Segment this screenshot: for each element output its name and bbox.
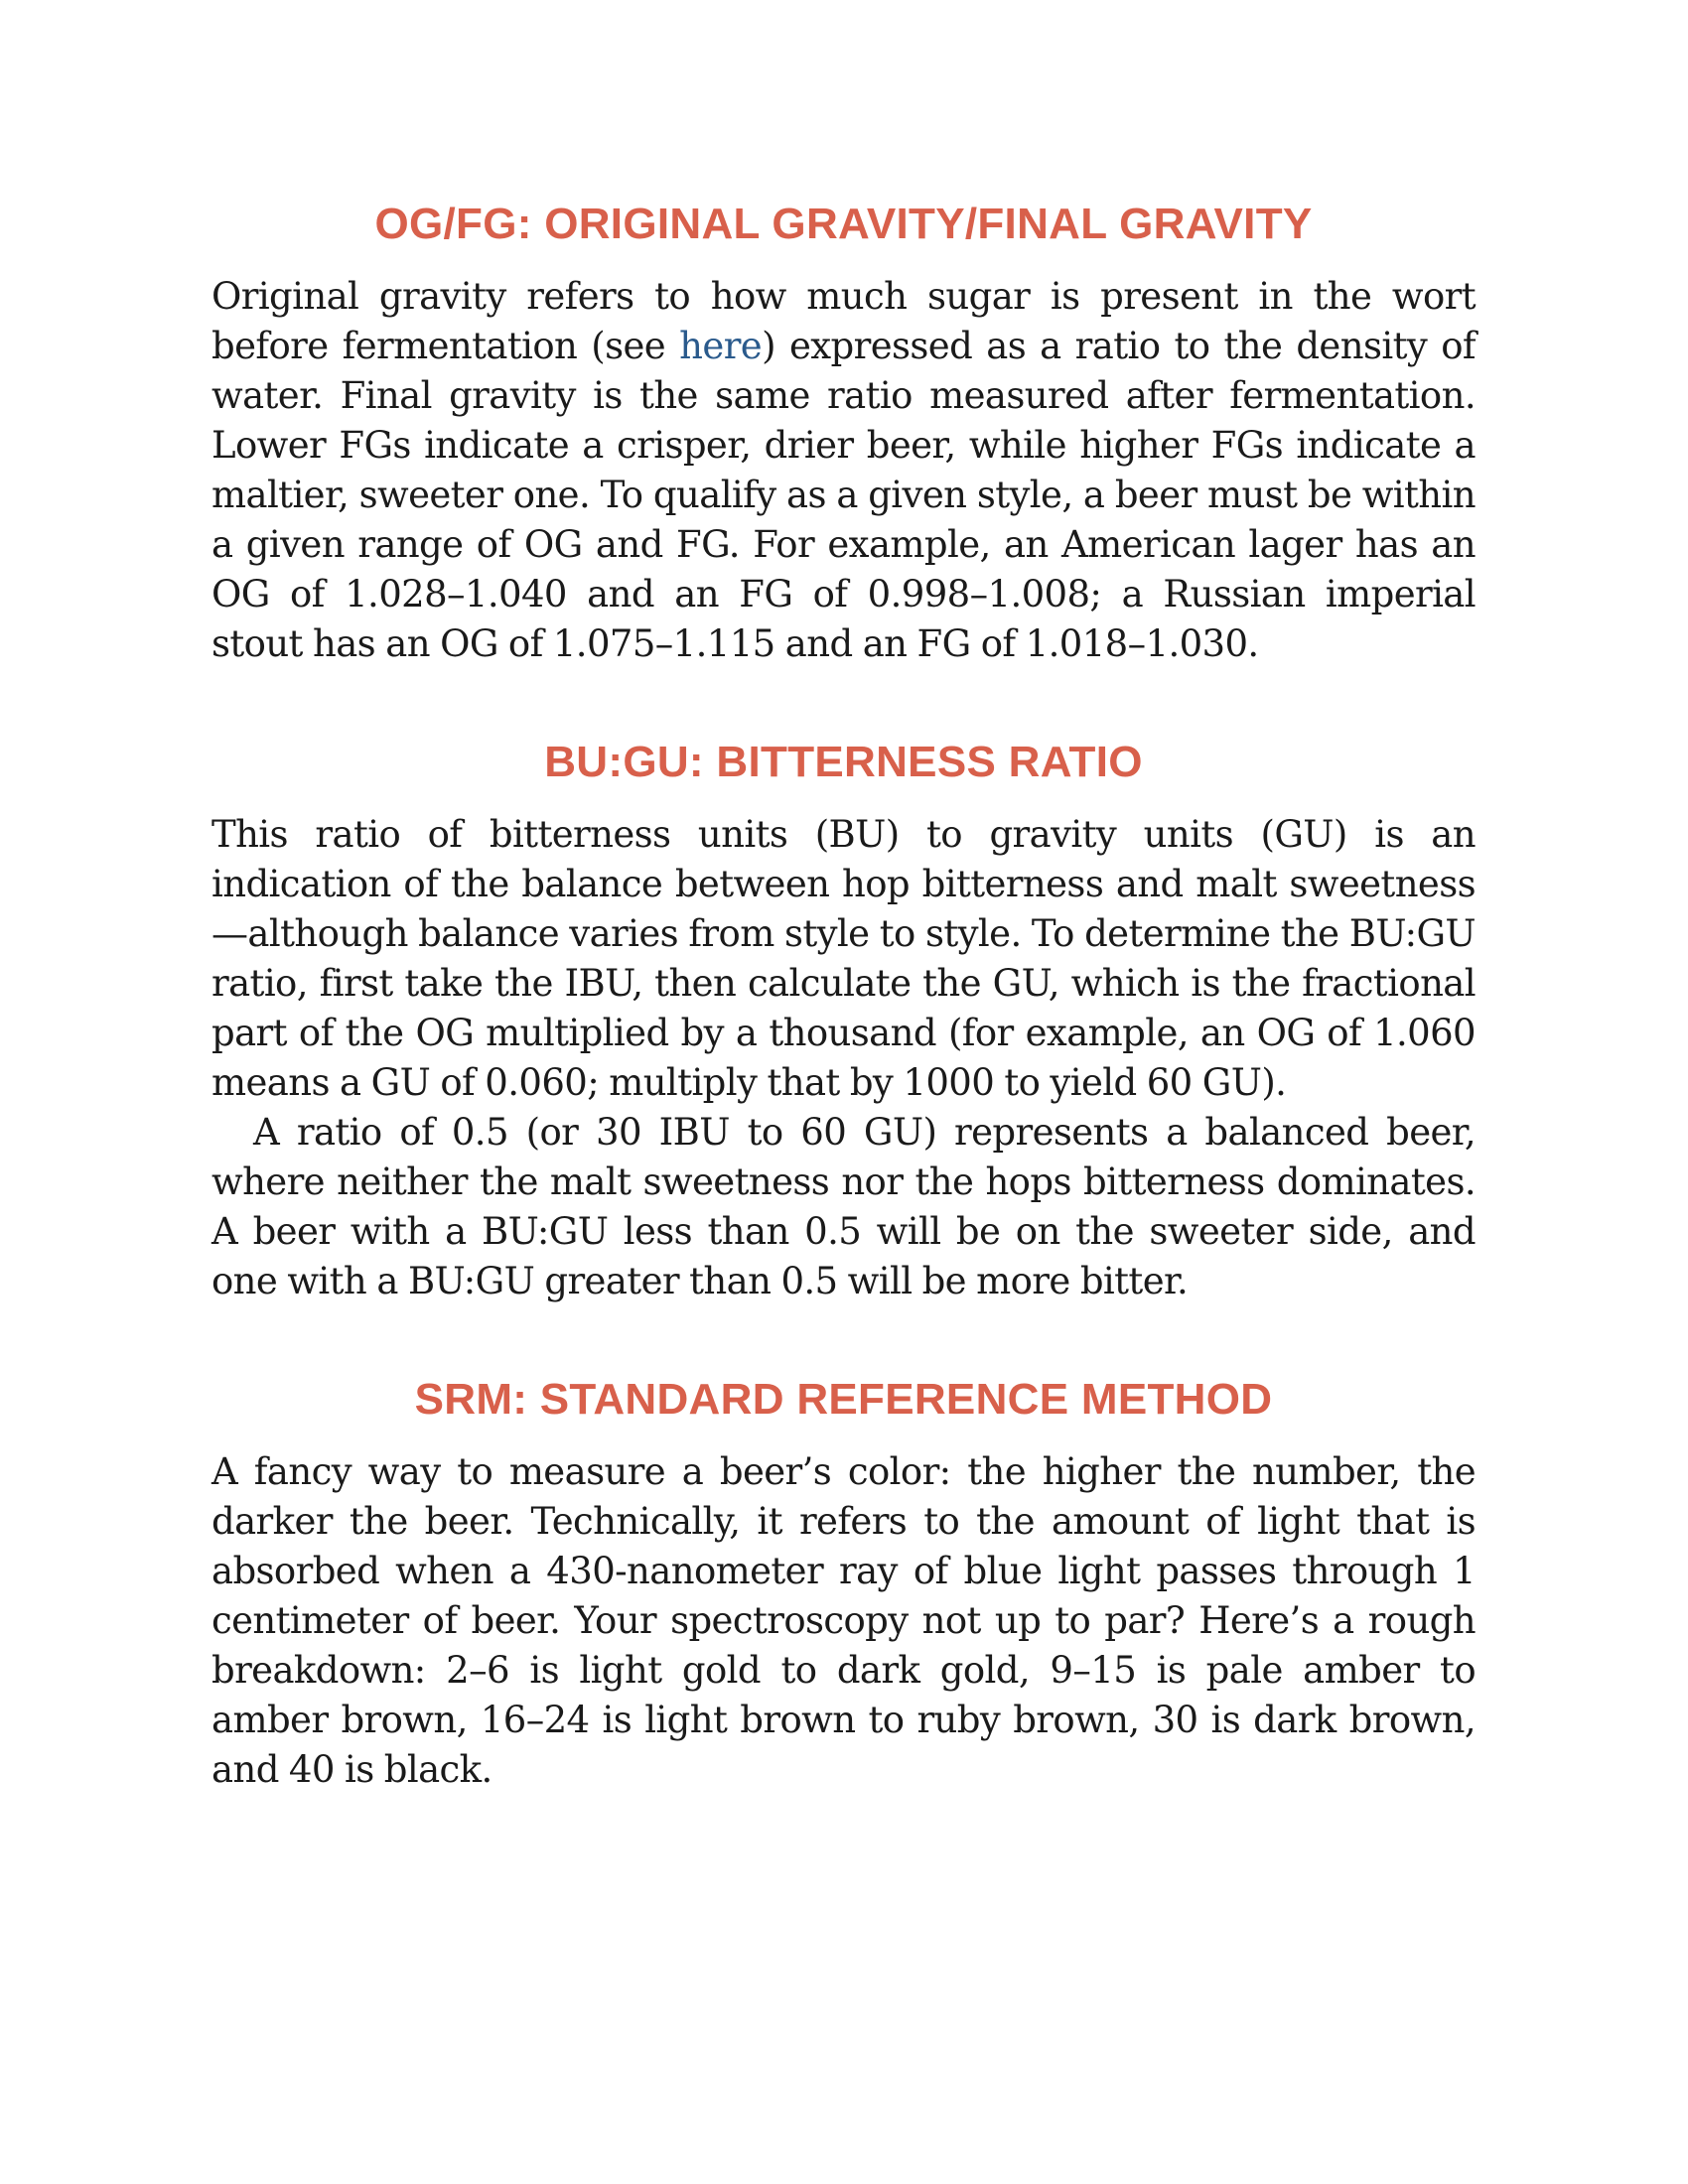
section-heading-srm: SRM: STANDARD REFERENCE METHOD bbox=[414, 1375, 1273, 1424]
page-content bbox=[211, 189, 1476, 1795]
paragraph-srm: A fancy way to measure a beer’s color: the higher the number, the darker the beer. Technically, it refers to the amount of light that is absorbed when a 430-nanometer ray of blue light passes through 1 centimeter of beer. Your spectroscopy not up to par? Here’s a rough breakdown: 2–6 is light gold to dark gold, 9–15 is pale amber to amber brown, 16–24 is light brown to ruby brown, 30 is dark brown, and 40 is black. bbox=[211, 1450, 1476, 1791]
paragraph-og-fg-text-start: Original gravity refers to how much sugar is present in the wort before fermentation (see bbox=[211, 275, 1476, 367]
section-heading-bu-gu: BU:GU: BITTERNESS RATIO bbox=[544, 738, 1143, 786]
section-heading-og-fg: OG/FG: ORIGINAL GRAVITY/FINAL GRAVITY bbox=[374, 200, 1313, 248]
paragraph-bu-gu-definition: This ratio of bitterness units (BU) to gravity units (GU) is an indication of the balance between hop bitterness and malt sweetness —although balance varies from style to style. To determine the BU:GU ratio, first take the IBU, then calculate the GU, which is the fractional part of the OG multiplied by a thousand (for example, an OG of 1.060 means a GU of 0.060; multiply that by 1000 to yield 60 GU). bbox=[211, 813, 1476, 1104]
paragraph-og-fg-text-end: ) expressed as a ratio to the density of water. Final gravity is the same ratio measured after fermentation. Lower FGs indicate a crisper, drier beer, while higher FGs indicate a maltier, sweeter one. To qualify as a given style, a beer must be within a given range of OG and FG. For example, an American lager has an OG of 1.028–1.040 and an FG of 0.998–1.008; a Russian imperial stout has an OG of 1.075–1.115 and an FG of 1.018–1.030. bbox=[211, 325, 1476, 665]
paragraph-og-fg bbox=[211, 272, 1476, 669]
here-link[interactable]: here bbox=[679, 325, 763, 367]
paragraph-bu-gu-balance: A ratio of 0.5 (or 30 IBU to 60 GU) represents a balanced beer, where neither the malt sweetness nor the hops bitterness dominates. A beer with a BU:GU less than 0.5 will be on the sweeter side, and one with a BU:GU greater than 0.5 will be more bitter. bbox=[211, 1111, 1476, 1302]
